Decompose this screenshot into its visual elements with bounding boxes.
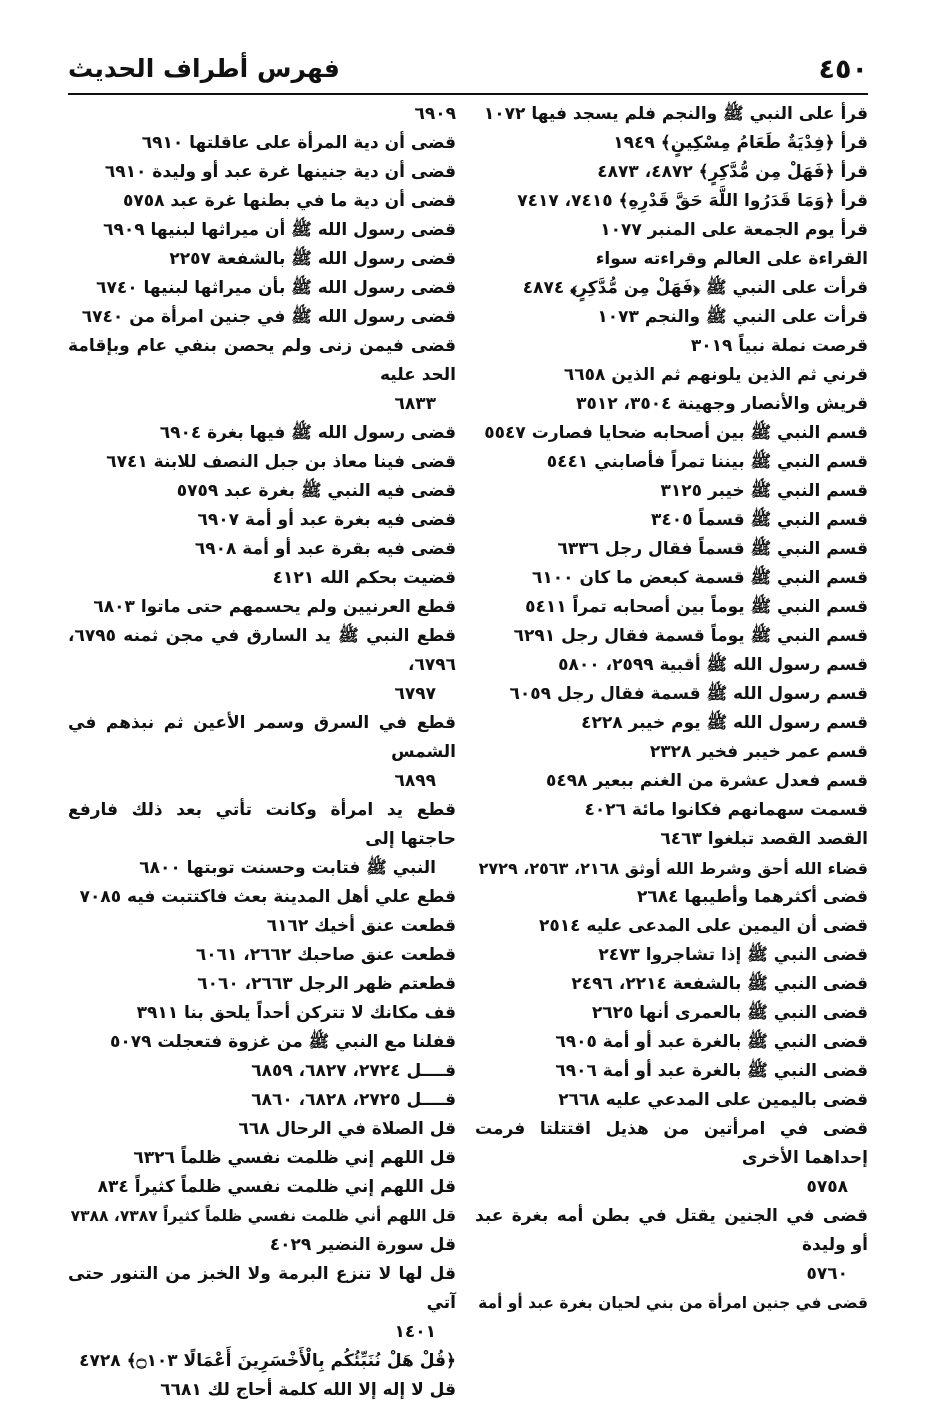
index-entry	[68, 129, 456, 158]
entry-text: قسم النبي ﷺ يوماً بين أصحابه تمراً ٥٤١١	[525, 597, 868, 617]
index-entry	[68, 622, 456, 709]
entry-text: قضى النبي ﷺ إذا تشاجروا ٢٤٧٣	[598, 945, 868, 965]
entry-text: قطع علي أهل المدينة بعث فاكتتبت فيه ٧٠٨٥	[79, 887, 456, 907]
entry-text: قضى رسول الله ﷺ فيها بغرة ٦٩٠٤	[159, 423, 456, 443]
entry-continuation: ٦٨٣٣	[394, 394, 436, 414]
index-entry	[475, 680, 868, 709]
entry-text: قسم فعدل عشرة من الغنم ببعير ٥٤٩٨	[546, 771, 868, 791]
entry-text: قضاء الله أحق وشرط الله أوثق ٢١٦٨، ٢٥٦٣، ٢٧٢٩	[478, 859, 868, 878]
header-rule	[68, 93, 868, 95]
page-header	[68, 52, 868, 92]
entry-text: قرأت على النبي ﷺ ﴿فَهَلْ مِن مُّدَّكِرٍ﴾ ٤٨٧٤	[522, 278, 868, 298]
index-entry	[68, 941, 456, 970]
index-entry	[68, 100, 456, 129]
entry-text: قطع النبي ﷺ يد السارق في مجن ثمنه ٦٧٩٥، ٦٧٩٦،	[68, 626, 456, 675]
entry-text: قل لا إله إلا الله كلمة أحاج لك ٦٦٨١	[160, 1380, 456, 1400]
index-entry	[68, 506, 456, 535]
entry-text: القصد القصد تبلغوا ٦٤٦٣	[660, 829, 868, 849]
entry-text: قضى باليمين على المدعي عليه ٢٦٦٨	[558, 1090, 868, 1110]
entry-continuation: ٦٨٩٩	[394, 771, 436, 791]
index-entry	[475, 709, 868, 738]
entry-text: قضى فينا معاذ بن جبل النصف للابنة ٦٧٤١	[106, 452, 456, 472]
index-entry	[68, 332, 456, 419]
index-entry	[68, 1057, 456, 1086]
entry-text: قضى في جنين امرأة من بني لحيان بغرة عبد أو أمة	[478, 1294, 868, 1312]
entry-text: ﴿قُلْ هَلْ نُنَبِّئُكُم بِالْأَخْسَرِينَ أَعْمَالًا ۝١٠٣﴾ ٤٧٢٨	[79, 1351, 456, 1371]
entry-text: قرأ ﴿فَهَلْ مِن مُّدَّكِرٍ﴾ ٤٨٧٢، ٤٨٧٣	[597, 162, 868, 182]
index-entry	[475, 854, 868, 883]
index-entry	[68, 158, 456, 187]
index-entry	[475, 1028, 868, 1057]
index-entry	[68, 477, 456, 506]
entry-text: قسم رسول الله ﷺ قسمة فقال رجل ٦٠٥٩	[509, 684, 868, 704]
index-entry	[475, 738, 868, 767]
entry-text: قطع يد امرأة وكانت تأتي بعد ذلك فارفع حاجتها إلى	[68, 800, 456, 849]
entry-text: ٦٩٠٩	[414, 104, 456, 124]
entry-text: قل اللهم إني ظلمت نفسي ظلماً كثيراً ٨٣٤	[97, 1177, 456, 1197]
index-entry	[68, 1115, 456, 1144]
page-number: ٤٥٠	[818, 54, 868, 85]
entry-text: قضى فيه بقرة عبد أو أمة ٦٩٠٨	[194, 539, 456, 559]
entry-text: قضى أن دية المرأة على عاقلتها ٦٩١٠	[141, 133, 456, 153]
index-entry	[68, 1173, 456, 1202]
index-entry	[475, 100, 868, 129]
index-entry	[475, 825, 868, 854]
entry-text: قرني ثم الذين يلونهم ثم الذين ٦٦٥٨	[563, 365, 868, 385]
entry-text: قرأ يوم الجمعة على المنبر ١٠٧٧	[600, 220, 868, 240]
index-entry	[475, 1115, 868, 1202]
entry-text: قضى رسول الله ﷺ في جنين امرأة من ٦٧٤٠	[81, 307, 456, 327]
entry-text: قل اللهم أني ظلمت نفسي ظلماً كثيراً ٧٣٨٧، ٧٣٨٨	[70, 1207, 456, 1225]
index-entry	[475, 1289, 868, 1318]
entry-continuation: ٥٧٦٠	[806, 1264, 848, 1284]
index-entry	[68, 245, 456, 274]
index-entry	[475, 999, 868, 1028]
entry-text: قسم النبي ﷺ خيبر ٣١٢٥	[660, 481, 868, 501]
index-entry	[68, 274, 456, 303]
index-entry	[68, 1202, 456, 1231]
index-entry	[475, 216, 868, 245]
running-title: فهرس أطراف الحديث	[68, 54, 340, 83]
entry-text: قسم عمر خيبر فخير ٢٣٢٨	[649, 742, 868, 762]
index-entry	[68, 883, 456, 912]
entry-text: قرأ على النبي ﷺ والنجم فلم يسجد فيها ١٠٧٢	[483, 104, 868, 124]
entry-text: قضى النبي ﷺ بالعمرى أنها ٢٦٢٥	[591, 1003, 868, 1023]
entry-text: قطع العرنيين ولم يحسمهم حتى ماتوا ٦٨٠٣	[93, 597, 456, 617]
entry-text: قل الصلاة في الرحال ٦٦٨	[238, 1119, 456, 1139]
entry-text: قسم النبي ﷺ بيننا تمراً فأصابني ٥٤٤١	[546, 452, 868, 472]
entry-text: قل سورة النضير ٤٠٢٩	[269, 1235, 456, 1255]
entry-text: قسم النبي ﷺ قسماً فقال رجل ٦٣٣٦	[557, 539, 868, 559]
entry-text: قضى في الجنين يقتل في بطن أمه بغرة عبد أو وليدة	[475, 1206, 868, 1255]
entry-continuation: ٦٧٩٧	[394, 684, 436, 704]
index-entry	[68, 187, 456, 216]
index-entry	[68, 796, 456, 883]
index-entry	[475, 941, 868, 970]
index-column-left	[68, 100, 456, 1405]
index-entry	[475, 593, 868, 622]
entry-text: قسم النبي ﷺ بين أصحابه ضحايا فصارت ٥٥٤٧	[484, 423, 868, 443]
index-entry	[68, 448, 456, 477]
index-entry	[475, 1057, 868, 1086]
index-entry	[475, 535, 868, 564]
entry-text: قسم رسول الله ﷺ يوم خيبر ٤٢٢٨	[581, 713, 868, 733]
entry-text: قضيت بحكم الله ٤١٢١	[272, 568, 456, 588]
entry-text: قضى أن دية جنينها غرة عبد أو وليدة ٦٩١٠	[104, 162, 456, 182]
index-entry	[475, 187, 868, 216]
entry-text: قرأت على النبي ﷺ والنجم ١٠٧٣	[597, 307, 868, 327]
entry-continuation: النبي ﷺ فتابت وحسنت توبتها ٦٨٠٠	[139, 858, 436, 878]
entry-text: قرصت نملة نبياً ٣٠١٩	[690, 336, 868, 356]
index-entry	[68, 564, 456, 593]
entry-text: قضى أكثرهما وأطيبها ٢٦٨٤	[636, 887, 868, 907]
index-entry	[68, 216, 456, 245]
entry-text: قطع في السرق وسمر الأعين ثم نبذهم في الشمس	[68, 713, 456, 762]
entry-text: قضى أن دية ما في بطنها غرة عبد ٥٧٥٨	[122, 191, 456, 211]
entry-text: القراءة على العالم وقراءته سواء	[595, 249, 868, 269]
entry-text: قسم النبي ﷺ قسمة كبعض ما كان ٦١٠٠	[532, 568, 868, 588]
entry-text: قضى رسول الله ﷺ أن ميراثها لبنيها ٦٩٠٩	[103, 220, 456, 240]
index-entry	[475, 651, 868, 680]
index-entry	[475, 303, 868, 332]
index-entry	[68, 970, 456, 999]
entry-text: قفلنا مع النبي ﷺ من غزوة فتعجلت ٥٠٧٩	[109, 1032, 456, 1052]
index-entry	[68, 1260, 456, 1347]
index-entry	[68, 303, 456, 332]
entry-text: قسم النبي ﷺ يوماً قسمة فقال رجل ٦٢٩١	[513, 626, 868, 646]
index-entry	[68, 419, 456, 448]
index-column-right	[475, 100, 868, 1318]
entry-text: قضى النبي ﷺ بالغرة عبد أو أمة ٦٩٠٥	[555, 1032, 868, 1052]
entry-text: قضى النبي ﷺ بالغرة عبد أو أمة ٦٩٠٦	[555, 1061, 868, 1081]
index-entry	[68, 1376, 456, 1405]
index-entry	[475, 245, 868, 274]
index-entry	[475, 970, 868, 999]
entry-text: قضى النبي ﷺ بالشفعة ٢٢١٤، ٢٤٩٦	[571, 974, 868, 994]
index-entry	[475, 361, 868, 390]
entry-text: قل لها لا تنزع البرمة ولا الخبز من التنور حتى آتي	[68, 1264, 456, 1313]
index-entry	[68, 709, 456, 796]
index-entry	[68, 535, 456, 564]
entry-text: قضى رسول الله ﷺ بالشفعة ٢٢٥٧	[169, 249, 456, 269]
index-entry	[475, 332, 868, 361]
index-entry	[68, 1231, 456, 1260]
entry-text: قريش والأنصار وجهينة ٣٥٠٤، ٣٥١٢	[576, 394, 868, 414]
entry-text: قضى فيمن زنى ولم يحصن بنفي عام وبإقامة الحد عليه	[68, 336, 456, 385]
entry-text: قسمت سهمانهم فكانوا مائة ٤٠٢٦	[584, 800, 868, 820]
entry-text: قضى فيه بغرة عبد أو أمة ٦٩٠٧	[197, 510, 456, 530]
index-entry	[475, 448, 868, 477]
entry-text: قطعتم ظهر الرجل ٢٦٦٣، ٦٠٦٠	[197, 974, 456, 994]
index-entry	[68, 1347, 456, 1376]
entry-text: قل اللهم إني ظلمت نفسي ظلماً ٦٣٢٦	[133, 1148, 456, 1168]
index-entry	[475, 390, 868, 419]
index-entry	[475, 477, 868, 506]
index-entry	[475, 129, 868, 158]
entry-continuation: ٥٧٥٨	[806, 1177, 848, 1197]
entry-continuation: ١٤٠١	[394, 1322, 436, 1342]
entry-text: قسم النبي ﷺ قسماً ٣٤٠٥	[651, 510, 868, 530]
entry-text: قطعت عنق صاحبك ٢٦٦٢، ٦٠٦١	[195, 945, 456, 965]
index-entry	[68, 999, 456, 1028]
index-entry	[475, 564, 868, 593]
entry-text: قــــل ٢٧٢٤، ٦٨٢٧، ٦٨٥٩	[251, 1061, 456, 1081]
entry-text: قسم رسول الله ﷺ أقبية ٢٥٩٩، ٥٨٠٠	[558, 655, 868, 675]
index-entry	[68, 1086, 456, 1115]
entry-text: قرأ ﴿فِدْيَةٌ طَعَامُ مِسْكِينٍ﴾ ١٩٤٩	[613, 133, 868, 153]
index-entry	[475, 767, 868, 796]
index-entry	[68, 1144, 456, 1173]
entry-text: قضى أن اليمين على المدعى عليه ٢٥١٤	[538, 916, 868, 936]
index-entry	[68, 912, 456, 941]
entry-text: قضى فيه النبي ﷺ بغرة عبد ٥٧٥٩	[176, 481, 456, 501]
index-entry	[475, 1086, 868, 1115]
entry-text: قف مكانك لا تتركن أحداً يلحق بنا ٣٩١١	[136, 1003, 456, 1023]
index-entry	[68, 1028, 456, 1057]
index-entry	[68, 593, 456, 622]
index-entry	[475, 419, 868, 448]
index-entry	[475, 912, 868, 941]
entry-text: قضى رسول الله ﷺ بأن ميراثها لبنيها ٦٧٤٠	[96, 278, 456, 298]
index-entry	[475, 1202, 868, 1289]
entry-text: قــــل ٢٧٢٥، ٦٨٢٨، ٦٨٦٠	[251, 1090, 456, 1110]
index-entry	[475, 883, 868, 912]
entry-text: قطعت عنق أخيك ٦١٦٢	[266, 916, 456, 936]
index-entry	[475, 158, 868, 187]
index-entry	[475, 622, 868, 651]
entry-text: قضى في امرأتين من هذيل اقتتلتا فرمت إحداهما الأخرى	[475, 1119, 868, 1168]
index-entry	[475, 506, 868, 535]
entry-text: قرأ ﴿وَمَا قَدَرُوا اللَّهَ حَقَّ قَدْرِهِ﴾ ٧٤١٥، ٧٤١٧	[517, 191, 868, 211]
index-entry	[475, 796, 868, 825]
index-entry	[475, 274, 868, 303]
